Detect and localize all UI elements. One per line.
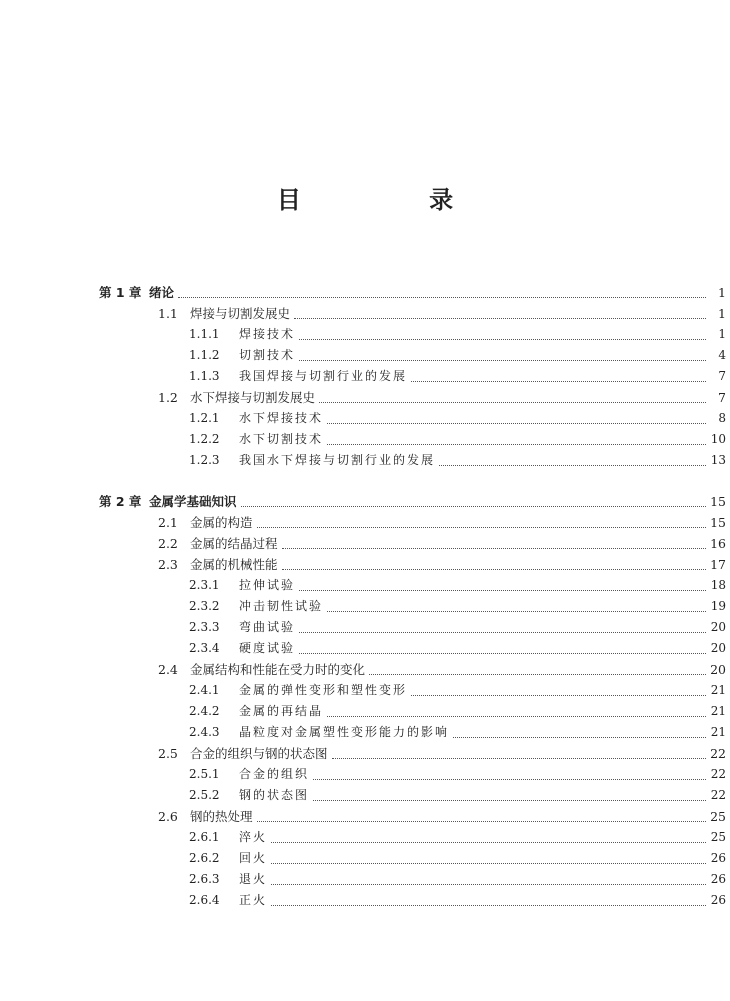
entry-page-number: 22 (710, 767, 726, 781)
entry-page-number: 1 (718, 306, 726, 321)
entry-number: 2.6.3 (189, 872, 220, 886)
toc-section-entry[interactable] (0, 554, 726, 575)
entry-number: 2.4.1 (189, 683, 220, 697)
dot-leader (313, 787, 706, 801)
dot-leader (313, 766, 706, 780)
entry-title: 金属的机械性能 (190, 557, 278, 572)
entry-number: 第 1 章 (99, 285, 142, 300)
toc-section-entry[interactable] (0, 743, 726, 764)
entry-number: 1.1.3 (189, 369, 220, 383)
dot-leader (327, 431, 706, 445)
entry-title: 我国焊接与切割行业的发展 (239, 369, 408, 383)
toc-subsection-entry[interactable] (0, 890, 726, 911)
entry-number: 2.3.1 (189, 578, 220, 592)
dot-leader (294, 305, 706, 319)
entry-title: 金属的再结晶 (239, 704, 324, 718)
entry-title: 弯曲试验 (239, 620, 296, 634)
toc-chapter-entry[interactable] (0, 282, 726, 303)
entry-number: 2.4.3 (189, 725, 220, 739)
dot-leader (241, 493, 706, 507)
entry-number: 1.1.2 (189, 348, 220, 362)
chapter-block (0, 282, 730, 471)
toc-subsection-entry[interactable] (0, 366, 726, 387)
entry-page-number: 10 (710, 432, 726, 446)
toc-section-entry[interactable] (0, 533, 726, 554)
entry-title: 水下焊接技术 (239, 411, 324, 425)
toc-subsection-entry[interactable] (0, 324, 726, 345)
chapter-block (0, 491, 730, 911)
entry-number: 2.4 (158, 662, 178, 677)
entry-page-number: 25 (710, 830, 726, 844)
toc-subsection-entry[interactable] (0, 450, 726, 471)
entry-page-number: 22 (710, 746, 726, 761)
dot-leader (257, 808, 706, 822)
dot-leader (327, 703, 706, 717)
entry-title: 金属的构造 (190, 515, 253, 530)
entry-number: 2.5 (158, 746, 178, 761)
entry-title: 退火 (239, 872, 268, 886)
dot-leader (453, 724, 706, 738)
toc-section-entry[interactable] (0, 659, 726, 680)
entry-page-number: 16 (710, 536, 726, 551)
toc-subsection-entry[interactable] (0, 827, 726, 848)
toc-subsection-entry[interactable] (0, 848, 726, 869)
entry-page-number: 21 (710, 683, 726, 697)
toc-section-entry[interactable] (0, 303, 726, 324)
entry-title: 合金的组织 (239, 767, 310, 781)
entry-page-number: 8 (718, 411, 726, 425)
entry-page-number: 25 (710, 809, 726, 824)
dot-leader (282, 556, 706, 570)
entry-number: 2.6 (158, 809, 178, 824)
entry-number: 2.1 (158, 515, 178, 530)
toc-subsection-entry[interactable] (0, 596, 726, 617)
entry-page-number: 1 (718, 327, 726, 341)
dot-leader (411, 682, 706, 696)
entry-number: 2.6.4 (189, 893, 220, 907)
entry-page-number: 20 (710, 662, 726, 677)
entry-page-number: 22 (710, 788, 726, 802)
entry-title: 正火 (239, 893, 268, 907)
dot-leader (271, 829, 706, 843)
entry-page-number: 7 (718, 369, 726, 383)
entry-page-number: 20 (710, 641, 726, 655)
entry-page-number: 26 (710, 851, 726, 865)
dot-leader (271, 871, 706, 885)
entry-number: 2.6.2 (189, 851, 220, 865)
dot-leader (439, 452, 706, 466)
dot-leader (257, 514, 706, 528)
dot-leader (327, 598, 706, 612)
entry-number: 2.5.1 (189, 767, 220, 781)
entry-number: 第 2 章 (99, 494, 142, 509)
entry-title: 金属的弹性变形和塑性变形 (239, 683, 408, 697)
dot-leader (299, 640, 706, 654)
toc-section-entry[interactable] (0, 512, 726, 533)
entry-number: 2.5.2 (189, 788, 220, 802)
dot-leader (271, 850, 706, 864)
dot-leader (282, 535, 706, 549)
toc-subsection-entry[interactable] (0, 638, 726, 659)
entry-title: 钢的状态图 (239, 788, 310, 802)
entry-number: 2.6.1 (189, 830, 220, 844)
toc-subsection-entry[interactable] (0, 345, 726, 366)
entry-title: 拉伸试验 (239, 578, 296, 592)
entry-page-number: 21 (710, 725, 726, 739)
entry-title: 硬度试验 (239, 641, 296, 655)
entry-title: 水下切割技术 (239, 432, 324, 446)
table-of-contents (0, 282, 730, 931)
entry-title: 回火 (239, 851, 268, 865)
entry-title: 切割技术 (239, 348, 296, 362)
toc-subsection-entry[interactable] (0, 869, 726, 890)
entry-page-number: 15 (710, 494, 726, 509)
entry-page-number: 7 (718, 390, 726, 405)
entry-number: 2.3 (158, 557, 178, 572)
dot-leader (299, 326, 706, 340)
toc-chapter-entry[interactable] (0, 491, 726, 512)
toc-subsection-entry[interactable] (0, 680, 726, 701)
entry-title: 金属结构和性能在受力时的变化 (190, 662, 366, 677)
dot-leader (369, 661, 706, 675)
dot-leader (178, 284, 706, 298)
entry-number: 1.2 (158, 390, 178, 405)
dot-leader (271, 892, 706, 906)
dot-leader (299, 347, 706, 361)
entry-title: 水下焊接与切割发展史 (190, 390, 316, 405)
entry-number: 2.2 (158, 536, 178, 551)
entry-page-number: 18 (710, 578, 726, 592)
entry-number: 2.3.2 (189, 599, 220, 613)
dot-leader (299, 577, 706, 591)
entry-title: 合金的组织与钢的状态图 (190, 746, 328, 761)
toc-subsection-entry[interactable] (0, 575, 726, 596)
toc-subsection-entry[interactable] (0, 764, 726, 785)
entry-title: 我国水下焊接与切割行业的发展 (239, 453, 436, 467)
entry-title: 晶粒度对金属塑性变形能力的影响 (239, 725, 450, 739)
entry-number: 1.2.1 (189, 411, 220, 425)
entry-number: 2.3.4 (189, 641, 220, 655)
entry-number: 1.2.3 (189, 453, 220, 467)
dot-leader (332, 745, 706, 759)
entry-page-number: 4 (718, 348, 726, 362)
toc-subsection-entry[interactable] (0, 429, 726, 450)
toc-section-entry[interactable] (0, 806, 726, 827)
entry-number: 1.1.1 (189, 327, 220, 341)
entry-page-number: 26 (710, 872, 726, 886)
entry-title: 钢的热处理 (190, 809, 253, 824)
entry-title: 冲击韧性试验 (239, 599, 324, 613)
entry-page-number: 13 (710, 453, 726, 467)
entry-title: 焊接技术 (239, 327, 296, 341)
entry-number: 1.1 (158, 306, 178, 321)
toc-subsection-entry[interactable] (0, 722, 726, 743)
toc-subsection-entry[interactable] (0, 408, 726, 429)
entry-title: 焊接与切割发展史 (190, 306, 291, 321)
dot-leader (411, 368, 706, 382)
entry-page-number: 17 (710, 557, 726, 572)
dot-leader (319, 389, 706, 403)
entry-page-number: 15 (710, 515, 726, 530)
entry-page-number: 19 (710, 599, 726, 613)
entry-title: 金属学基础知识 (149, 494, 237, 509)
entry-number: 2.3.3 (189, 620, 220, 634)
toc-subsection-entry[interactable] (0, 785, 726, 806)
toc-subsection-entry[interactable] (0, 617, 726, 638)
entry-page-number: 1 (718, 285, 726, 300)
entry-number: 1.2.2 (189, 432, 220, 446)
toc-section-entry[interactable] (0, 387, 726, 408)
entry-title: 绪论 (149, 285, 175, 300)
entry-title: 淬火 (239, 830, 268, 844)
entry-title: 金属的结晶过程 (190, 536, 278, 551)
entry-page-number: 20 (710, 620, 726, 634)
entry-page-number: 26 (710, 893, 726, 907)
entry-number: 2.4.2 (189, 704, 220, 718)
dot-leader (327, 410, 706, 424)
page-title: 目 录 (276, 185, 514, 214)
toc-subsection-entry[interactable] (0, 701, 726, 722)
entry-page-number: 21 (710, 704, 726, 718)
dot-leader (299, 619, 706, 633)
